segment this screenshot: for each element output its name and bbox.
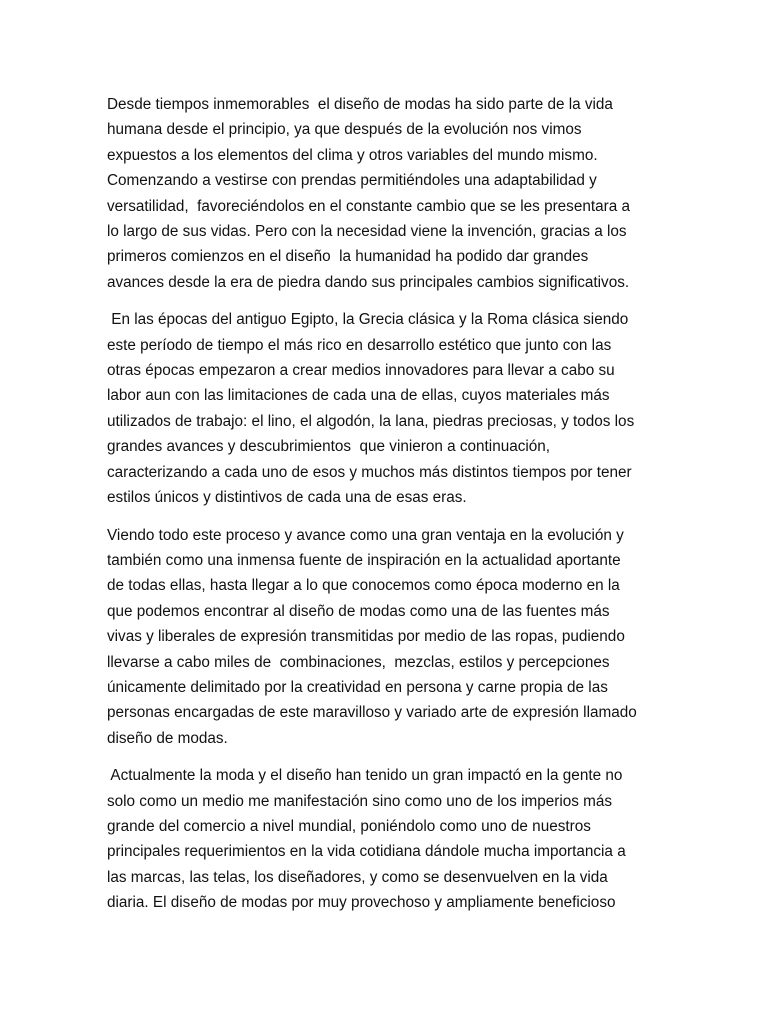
- text-line: diaria. El diseño de modas por muy provechoso y ampliamente beneficioso: [107, 894, 616, 912]
- text-line: que podemos encontrar al diseño de modas como una de las fuentes más: [107, 602, 610, 620]
- text-line: Desde tiempos inmemorables el diseño de modas ha sido parte de la vida: [107, 96, 613, 113]
- text-line: únicamente delimitado por la creatividad en persona y carne propia de las: [107, 678, 608, 696]
- text-line: En las épocas del antiguo Egipto, la Grecia clásica y la Roma clásica siendo: [107, 311, 629, 329]
- text-line: grandes avances y descubrimientos que vinieron a continuación,: [107, 438, 551, 456]
- text-line: avances desde la era de piedra dando sus principales cambios significativos.: [107, 273, 630, 291]
- text-line: también como una inmensa fuente de inspiración en la actualidad aportante: [107, 551, 621, 569]
- text-line: personas encargadas de este maravilloso y variado arte de expresión llamado: [107, 704, 637, 722]
- text-line: solo como un medio me manifestación sino como uno de los imperios más: [107, 792, 613, 810]
- text-line: principales requerimientos en la vida cotidiana dándole mucha importancia a: [107, 843, 626, 861]
- text-line: humana desde el principio, ya que después de la evolución nos vimos: [107, 121, 582, 139]
- text-line: otras épocas empezaron a crear medios innovadores para llevar a cabo su: [107, 362, 615, 380]
- text-line: primeros comienzos en el diseño la humanidad ha podido dar grandes: [107, 248, 589, 266]
- paragraph-3: [107, 523, 667, 752]
- text-line: vivas y liberales de expresión transmitidas por medio de las ropas, pudiendo: [107, 628, 625, 646]
- text-line: utilizados de trabajo: el lino, el algodón, la lana, piedras preciosas, y todos los: [107, 412, 635, 430]
- paragraph-1: [107, 92, 667, 295]
- text-line: las marcas, las telas, los diseñadores, y como se desenvuelven en la vida: [107, 868, 608, 886]
- paragraph-4: [107, 763, 667, 915]
- text-line: grande del comercio a nivel mundial, poniéndolo como uno de nuestros: [107, 817, 591, 835]
- text-line: llevarse a cabo miles de combinaciones, mezclas, estilos y percepciones: [107, 653, 610, 671]
- text-line: este período de tiempo el más rico en desarrollo estético que junto con las: [107, 336, 612, 354]
- text-line: expuestos a los elementos del clima y otros variables del mundo mismo.: [107, 146, 598, 164]
- text-line: Viendo todo este proceso y avance como una gran ventaja en la evolución y: [107, 526, 624, 544]
- text-line: labor aun con las limitaciones de cada una de ellas, cuyos materiales más: [107, 387, 610, 405]
- document-body: [107, 92, 667, 928]
- paragraph-2: [107, 307, 667, 510]
- text-line: versatilidad, favoreciéndolos en el constante cambio que se les presentara a: [107, 197, 630, 215]
- text-line: lo largo de sus vidas. Pero con la necesidad viene la invención, gracias a los: [107, 223, 627, 241]
- text-line: caracterizando a cada uno de esos y muchos más distintos tiempos por tener: [107, 463, 632, 481]
- text-line: estilos únicos y distintivos de cada una de esas eras.: [107, 489, 467, 507]
- text-line: diseño de modas.: [107, 729, 228, 747]
- text-line: de todas ellas, hasta llegar a lo que conocemos como época moderno en la: [107, 577, 620, 595]
- text-line: Comenzando a vestirse con prendas permitiéndoles una adaptabilidad y: [107, 172, 597, 190]
- text-line: Actualmente la moda y el diseño han tenido un gran impactó en la gente no: [107, 767, 623, 785]
